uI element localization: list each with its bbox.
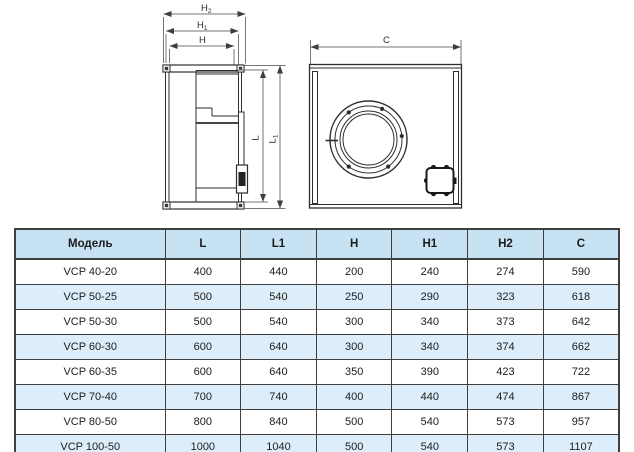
value-cell: 340 [392, 310, 468, 335]
value-cell: 740 [241, 385, 317, 410]
model-cell: VCP 50-25 [15, 285, 165, 310]
value-cell: 722 [543, 360, 619, 385]
table-row [15, 335, 619, 360]
value-cell: 440 [241, 259, 317, 285]
value-cell: 500 [316, 410, 392, 435]
table-row [15, 360, 619, 385]
dim-label-l: L [250, 135, 262, 141]
mounting-tab [453, 178, 457, 185]
value-cell: 1107 [543, 435, 619, 452]
value-cell: 573 [468, 435, 544, 452]
column-header: Модель [15, 229, 165, 259]
dimension-h2 [164, 3, 246, 64]
table-row [15, 285, 619, 310]
column-header: L [165, 229, 241, 259]
table-body [15, 259, 619, 452]
header-row [15, 229, 619, 259]
value-cell: 540 [392, 435, 468, 452]
model-cell: VCP 60-35 [15, 360, 165, 385]
value-cell: 957 [543, 410, 619, 435]
model-cell: VCP 100-50 [15, 435, 165, 452]
model-cell: VCP 40-20 [15, 259, 165, 285]
inlet-flange [326, 101, 408, 178]
model-cell: VCP 50-30 [15, 310, 165, 335]
value-cell: 640 [241, 335, 317, 360]
value-cell: 1000 [165, 435, 241, 452]
value-cell: 540 [241, 310, 317, 335]
dim-label-c: C [383, 35, 390, 46]
column-header: H [316, 229, 392, 259]
value-cell: 500 [165, 285, 241, 310]
dim-label-h2: $H_2$ [201, 3, 212, 15]
value-cell: 340 [392, 335, 468, 360]
value-cell: 240 [392, 259, 468, 285]
dim-label-l1: $L_1$ [267, 134, 280, 144]
value-cell: 600 [165, 360, 241, 385]
value-cell: 662 [543, 335, 619, 360]
value-cell: 423 [468, 360, 544, 385]
table-row [15, 435, 619, 452]
dim-label-h: H [199, 35, 206, 46]
value-cell: 618 [543, 285, 619, 310]
front-view-drawing [310, 35, 462, 208]
value-cell: 840 [241, 410, 317, 435]
value-cell: 300 [316, 335, 392, 360]
value-cell: 290 [392, 285, 468, 310]
value-cell: 867 [543, 385, 619, 410]
value-cell: 500 [165, 310, 241, 335]
value-cell: 400 [165, 259, 241, 285]
dimension-c [311, 35, 462, 64]
side-view-drawing [163, 3, 286, 209]
value-cell: 374 [468, 335, 544, 360]
value-cell: 500 [316, 435, 392, 452]
value-cell: 350 [316, 360, 392, 385]
value-cell: 640 [241, 360, 317, 385]
terminal-box-side [237, 165, 248, 193]
value-cell: 323 [468, 285, 544, 310]
table-row [15, 310, 619, 335]
table-row [15, 385, 619, 410]
value-cell: 1040 [241, 435, 317, 452]
value-cell: 440 [392, 385, 468, 410]
dim-label-h1: $H_1$ [197, 20, 208, 32]
value-cell: 600 [165, 335, 241, 360]
column-header: H2 [468, 229, 544, 259]
value-cell: 573 [468, 410, 544, 435]
dimensions-table [14, 228, 620, 452]
casing-side [166, 72, 242, 202]
value-cell: 373 [468, 310, 544, 335]
value-cell: 540 [241, 285, 317, 310]
value-cell: 540 [392, 410, 468, 435]
table-row [15, 410, 619, 435]
table-header [15, 229, 619, 259]
value-cell: 400 [316, 385, 392, 410]
value-cell: 700 [165, 385, 241, 410]
value-cell: 274 [468, 259, 544, 285]
junction-box [424, 165, 457, 196]
column-header: L1 [241, 229, 317, 259]
value-cell: 474 [468, 385, 544, 410]
bottom-flange [163, 202, 244, 209]
value-cell: 200 [316, 259, 392, 285]
value-cell: 300 [316, 310, 392, 335]
value-cell: 590 [543, 259, 619, 285]
value-cell: 250 [316, 285, 392, 310]
model-cell: VCP 60-30 [15, 335, 165, 360]
table-row [15, 259, 619, 285]
model-cell: VCP 80-50 [15, 410, 165, 435]
column-header: C [543, 229, 619, 259]
value-cell: 642 [543, 310, 619, 335]
value-cell: 800 [165, 410, 241, 435]
value-cell: 390 [392, 360, 468, 385]
column-header: H1 [392, 229, 468, 259]
model-cell: VCP 70-40 [15, 385, 165, 410]
